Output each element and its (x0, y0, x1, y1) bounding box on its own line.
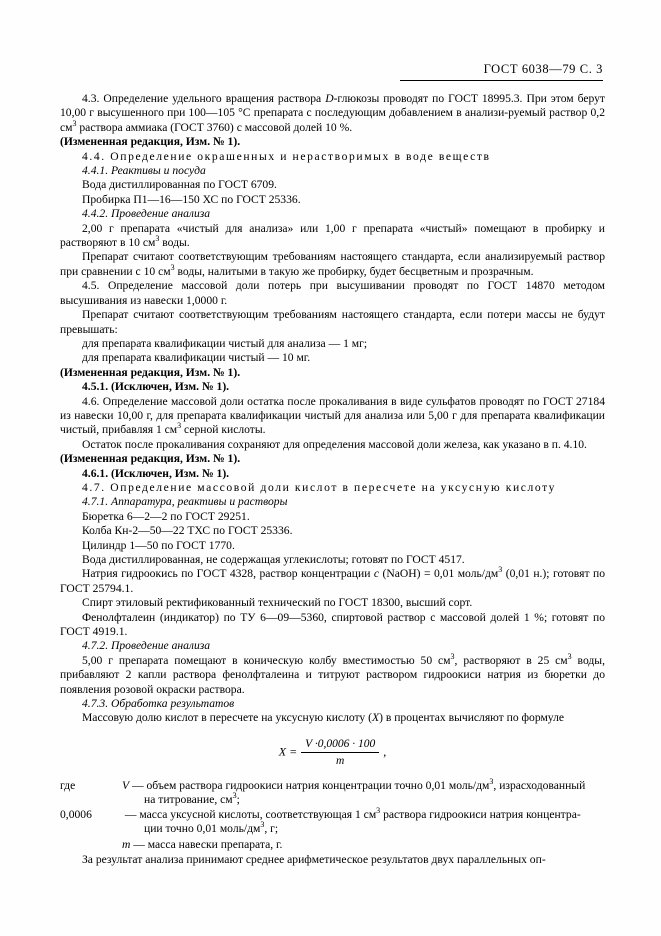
paragraph-provedenie-analiza-5g: 5,00 г препарата помещают в коническую колбу вместимостью 50 $см^3$, растворяют в 25 $см^3$ воды, прибавляют 2 капли раствора фенолфталеина и титруют раствором гидроокиси натрия из бюретки до появления розовой окраски раствора. (60, 651, 605, 696)
heading-4-4-2: 4.4.2. Проведение анализа (82, 207, 211, 221)
formula-denominator: m (336, 755, 345, 768)
paragraph-4-5-1-isklyuchen: 4.5.1. (Исключен, Изм. № 1). (82, 380, 230, 394)
paragraph-voda-bez-co2: Вода дистиллированная, не содержащая углекислоты; готовят по ГОСТ 4517. (82, 553, 465, 566)
legend-symbol-v: V (122, 778, 130, 792)
formula-legend (60, 776, 605, 853)
legend-symbol-0006: 0,0006 (60, 807, 92, 821)
legend-item-v-cont: на титрование, $см^3$; (144, 791, 240, 807)
heading-4-7-3: 4.7.3. Обработка результатов (82, 697, 235, 711)
heading-4-4: 4.4. Определение окрашенных и нерастворимых в воде веществ (82, 149, 491, 163)
paragraph-voda-distillirovannaya: Вода дистиллированная по ГОСТ 6709. (82, 178, 277, 192)
legend-intro: где (60, 778, 76, 792)
paragraph-probirka: Пробирка П1—16—150 ХС по ГОСТ 25336. (82, 192, 301, 206)
paragraph-chda-limit: для препарата квалификации чистый для анализа — 1 мг; (82, 336, 368, 350)
paragraph-ostatok: Остаток после прокаливания сохраняют для определения массовой доли железа, как указано в п. 4.10. (82, 437, 587, 451)
header-rule (400, 80, 603, 81)
legend-item-m: m — масса навески препарата, г. (60, 838, 605, 852)
legend-spacer-m (60, 838, 122, 852)
heading-4-4-1: 4.4.1. Реактивы и посуда (82, 164, 206, 178)
paragraph-izmenennaya-3: (Измененная редакция, Изм. № 1). (60, 452, 241, 466)
symbol-c: c (373, 567, 380, 581)
heading-4-7: 4.7. Определение массовой доли кислот в пересчете на уксусную кислоту (82, 480, 557, 494)
paragraph-byuretka: Бюретка 6—2—2 по ГОСТ 29251. (82, 509, 250, 523)
paragraph-ch-limit: для препарата квалификации чистый — 10 мг. (82, 351, 311, 365)
standard-number: ГОСТ 6038—79 С. 3 (483, 62, 603, 76)
paragraph-2g-preparata: 2,00 г препарата «чистый для анализа» или 1,00 г препарата «чистый» помещают в пробирку и растворяют в 10 $см^3$ воды. (60, 221, 605, 250)
heading-4-7-1: 4.7.1. Аппаратура, реактивы и растворы (82, 495, 288, 509)
paragraph-poteri: Препарат считают соответствующим требованиям настоящего стандарта, если потери массы не будут превышать: (60, 308, 605, 336)
paragraph-sootvetstvie-1: Препарат считают соответствующим требованиям настоящего стандарта, если анализируемый раствор при сравнении с 10 $см^3$ воды, налитыми в такую же пробирку, будет бесцветным и прозрачным. (60, 250, 605, 278)
paragraph-kolba: Колба Кн-2—50—22 ТХС по ГОСТ 25336. (82, 524, 293, 538)
formula-numerator: V ·0,0006 · 100 (301, 737, 379, 753)
paragraph-4-6-1-isklyuchen: 4.6.1. (Исключен, Изм. № 1). (82, 466, 230, 480)
paragraph-spirt: Спирт этиловый ректификованный технический по ГОСТ 18300, высший сорт. (82, 596, 473, 610)
paragraph-fenolftalein: Фенолфталеин (индикатор) по ТУ 6—09—5360, спиртовой раствор с массовой долей 1 %; готовят по ГОСТ 4919.1. (60, 610, 605, 639)
paragraph-izmenennaya-2: (Измененная редакция, Изм. № 1). (60, 365, 241, 379)
paragraph-4-6: 4.6. Определение массовой доли остатка после прокаливания в виде сульфатов проводят по ГОСТ 27184 из навески 10,00 г, для препарата квалификации чистый для анализа или 5,00 г для препарата квалификации чистый, прибавляя 1 $см^3$ серной кислоты. (60, 394, 605, 437)
symbol-d-glucose: D (325, 92, 334, 105)
legend-item-v: где V — объем раствора гидроокиси натрия концентрации точно 0,01 моль/$дм^3$, израсходованный (60, 776, 586, 792)
legend-item-0006: 0,0006 — масса уксусной кислоты, соответствующая 1 $см^3$ раствора гидроокиси натрия концентра- (60, 805, 581, 821)
paragraph-4-5: 4.5. Определение массовой доли потерь при высушивании проводят по ГОСТ 14870 методом высушивания из навески 1,0000 г. (60, 279, 605, 307)
paragraph-natriya-gidrookis: Натрия гидроокись по ГОСТ 4328, раствор концентрации c (NaOH) = 0,01 моль/$дм^3$ (0,01 н.); готовят по ГОСТ 25794.1. (60, 565, 605, 595)
legend-symbol-m: m (122, 838, 131, 852)
document-body (60, 92, 605, 867)
formula-fraction (301, 737, 379, 769)
heading-4-7-2: 4.7.2. Проведение анализа (82, 639, 211, 653)
formula-acid-content (60, 737, 605, 769)
paragraph-izmenennaya-1: (Измененная редакция, Изм. № 1). (60, 135, 241, 149)
formula-lhs: X = (278, 744, 298, 759)
paragraph-formula-intro: Массовую долю кислот в пересчете на уксусную кислоту (X) в процентах вычисляют по формуле (82, 711, 565, 725)
page-header (484, 62, 603, 77)
legend-item-0006-cont: ции точно 0,01 моль/$дм^3$, г; (144, 820, 279, 835)
paragraph-closing: За результат анализа принимают среднее арифметическое результатов двух параллельных оп- (82, 852, 546, 866)
formula-comma: , (383, 744, 387, 759)
paragraph-cilindr: Цилиндр 1—50 по ГОСТ 1770. (82, 538, 235, 552)
paragraph-4-3: 4.3. Определение удельного вращения раствора D-глюкозы проводят по ГОСТ 18995.3. При этом берут 10,00 г высушенного при 100—105 °С препарата с последующим добавлением в анализи-руемый раствор 0,2 $см^3$ раствора аммиака (ГОСТ 3760) с массовой долей 10 %. (60, 92, 605, 134)
symbol-x: X (371, 711, 380, 725)
